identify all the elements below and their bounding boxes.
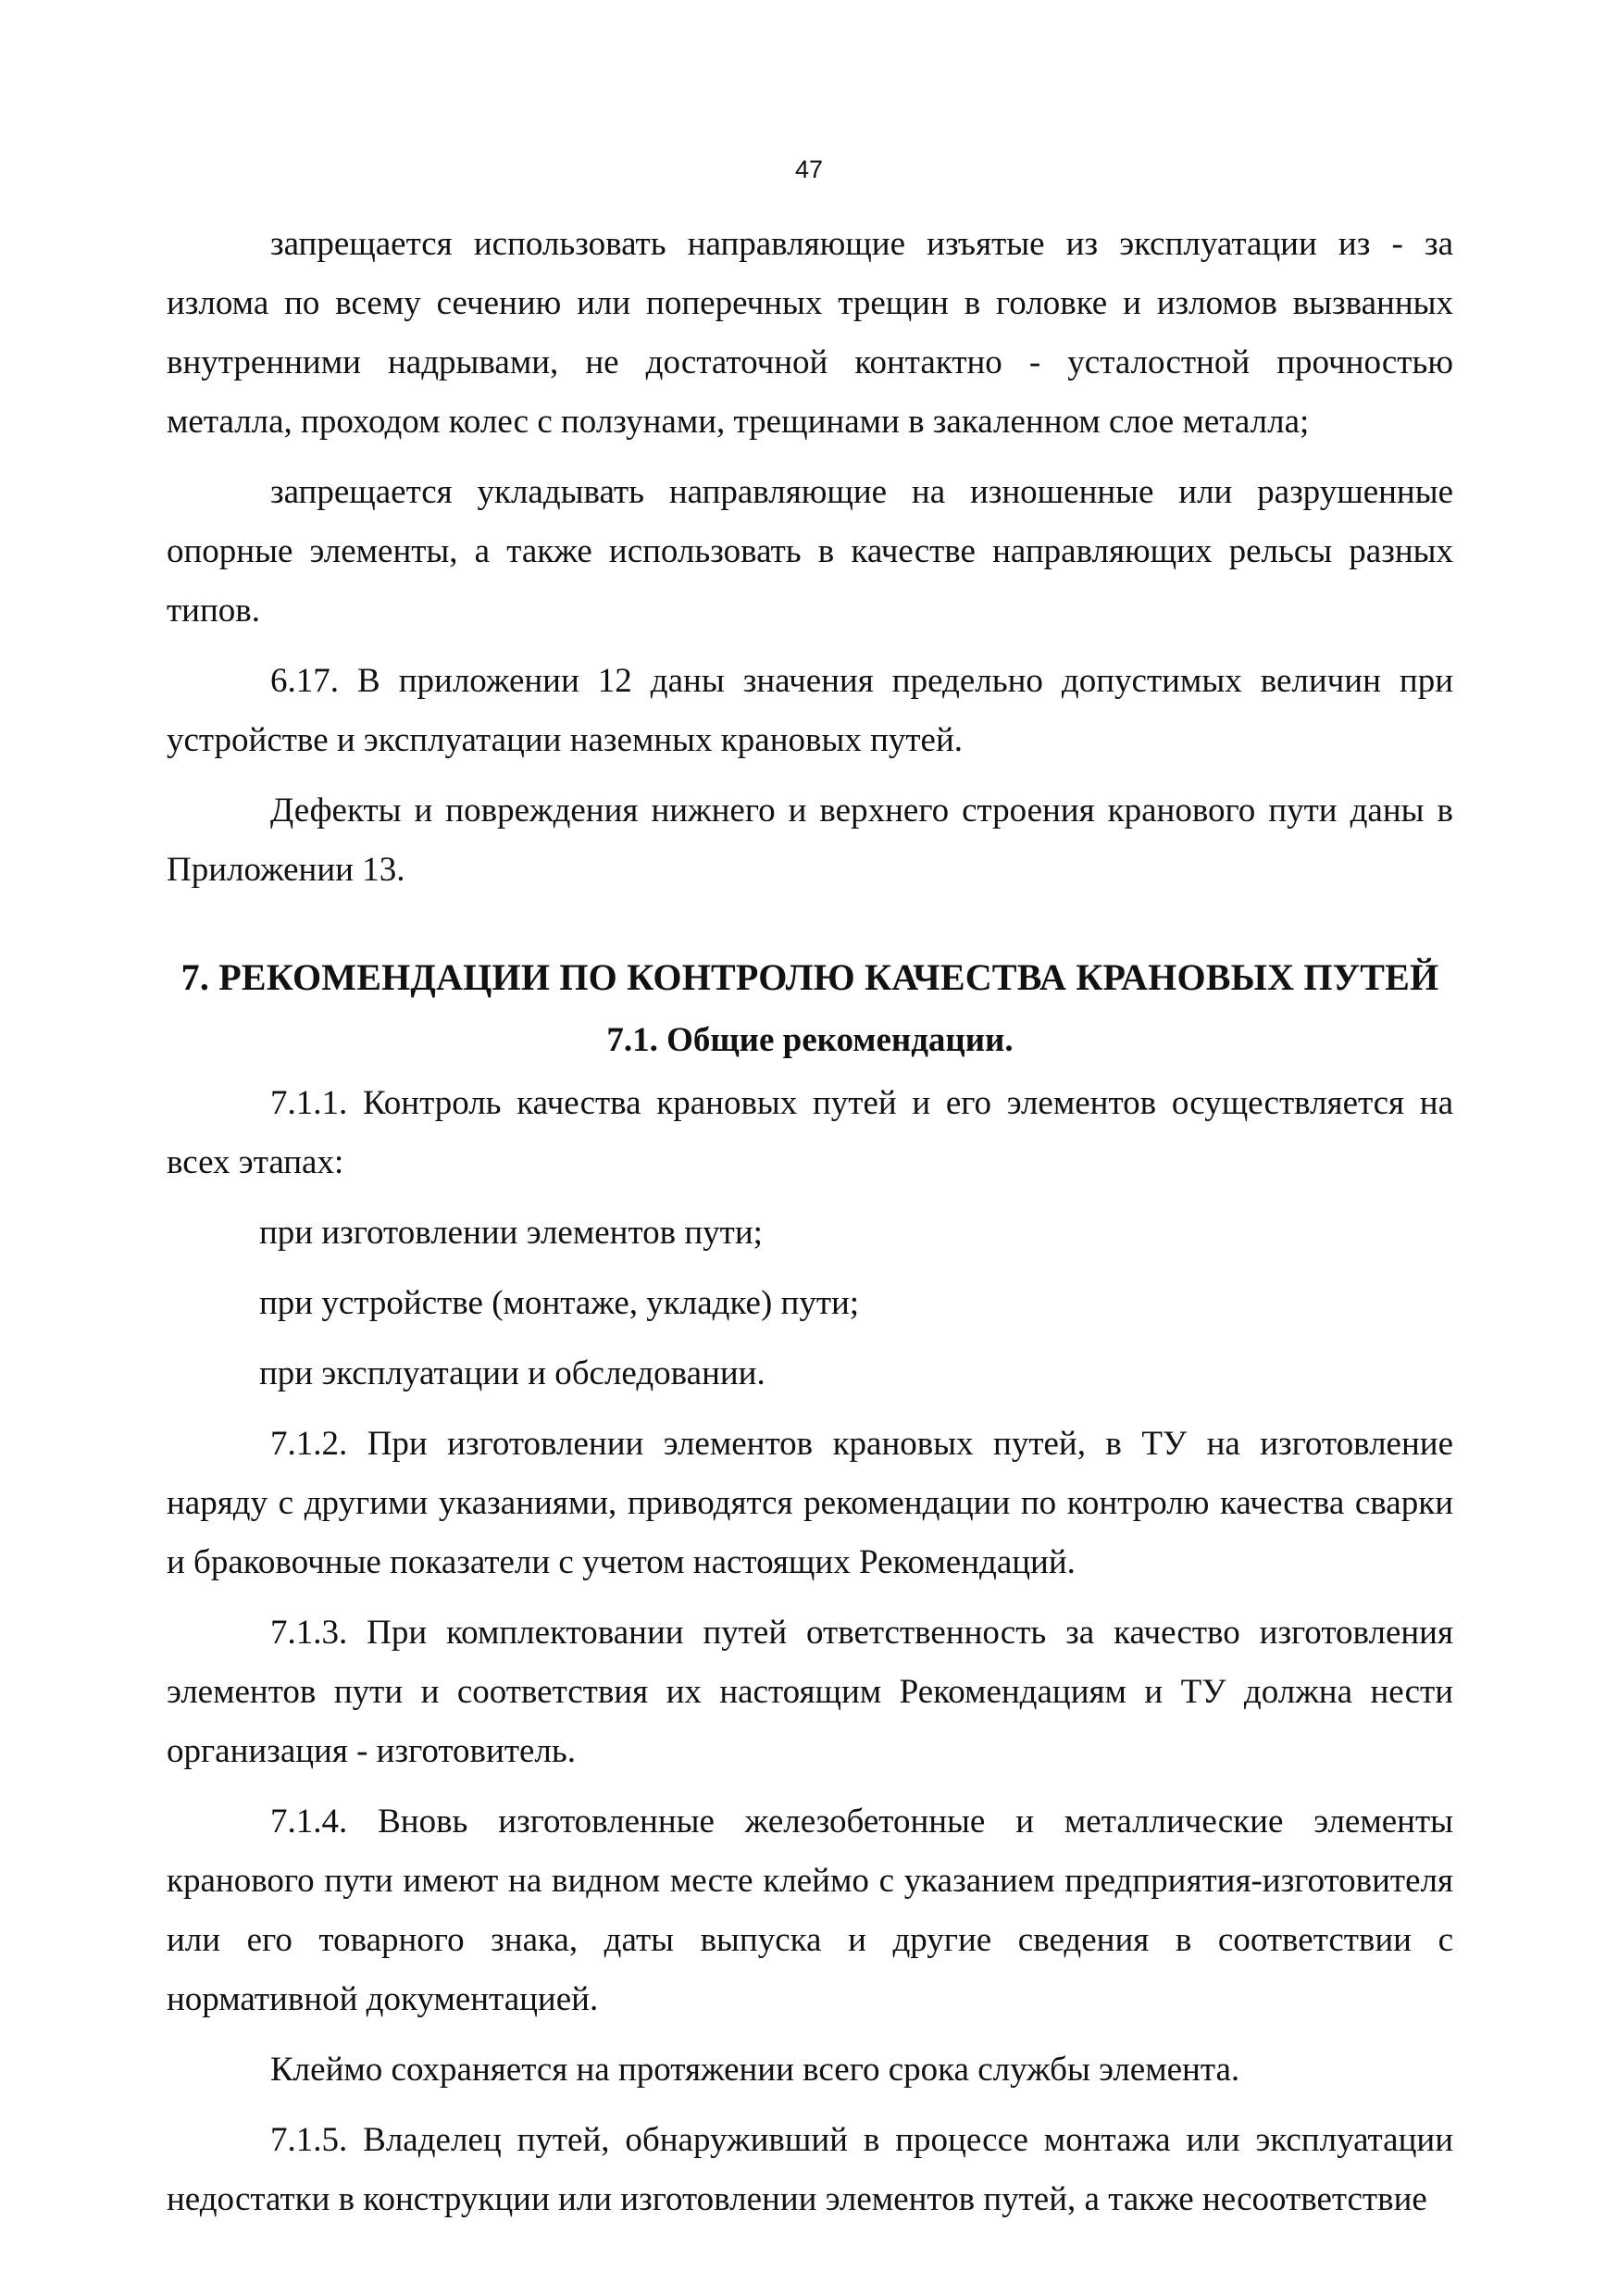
paragraph-stamp-retention: Клеймо сохраняется на протяжении всего срока службы элемента. [270, 2051, 1240, 2089]
list-item-manufacturing: при изготовлении элементов пути; [259, 1214, 763, 1252]
list-item-operation: при эксплуатации и обследовании. [259, 1354, 765, 1392]
paragraph-defects-appendix: Дефекты и повреждения нижнего и верхнего строения кранового пути даны в Приложении 13. [167, 792, 1453, 889]
paragraph-rail-laying-ban: запрещается укладывать направляющие на изношенные или разрушенные опорные элементы, а также использовать в качестве направляющих рельсы разных типов. [167, 473, 1453, 630]
paragraph-7-1-3: 7.1.3. При комплектовании путей ответственность за качество изготовления элементов пути и соответствия их настоящим Рекомендациям и ТУ должна нести организация - изготовитель. [167, 1614, 1453, 1770]
paragraph-7-1-5: 7.1.5. Владелец путей, обнаруживший в процессе монтажа или эксплуатации недостатки в конструкции или изготовлении элементов путей, а также несоответствие [167, 2121, 1453, 2218]
paragraph-rail-removal-ban: запрещается использовать направляющие изъятые из эксплуатации из - за излома по всему сечению или поперечных трещин в головке и изломов вызванных внутренними надрывами, не достаточной контактно - усталостной прочностью металла, проходом колес с ползунами, трещинами в закаленном слое металла; [167, 225, 1453, 441]
paragraph-7-1-4: 7.1.4. Вновь изготовленные железобетонные и металлические элементы кранового пути имеют на видном месте клеймо с указанием предприятия-изготовителя или его товарного знака, даты выпуска и другие сведения в соответствии с нормативной документацией. [167, 1803, 1453, 2018]
paragraph-7-1-2: 7.1.2. При изготовлении элементов крановых путей, в ТУ на изготовление наряду с другими указаниями, приводятся рекомендации по контролю качества сварки и браковочные показатели с учетом настоящих Рекомендаций. [167, 1425, 1453, 1581]
paragraph-6-17: 6.17. В приложении 12 даны значения предельно допустимых величин при устройстве и эксплуатации наземных крановых путей. [167, 662, 1453, 759]
document-body [167, 215, 1453, 2229]
paragraph-7-1-1: 7.1.1. Контроль качества крановых путей и его элементов осуществляется на всех этапах: [167, 1084, 1453, 1181]
list-item-installation: при устройстве (монтаже, укладке) пути; [259, 1284, 860, 1322]
subsection-title: 7.1. Общие рекомендации. [606, 1021, 1014, 1059]
section-title: 7. РЕКОМЕНДАЦИИ ПО КОНТРОЛЮ КАЧЕСТВА КРАНОВЫХ ПУТЕЙ [180, 956, 1439, 998]
page-number: 47 [794, 156, 824, 183]
